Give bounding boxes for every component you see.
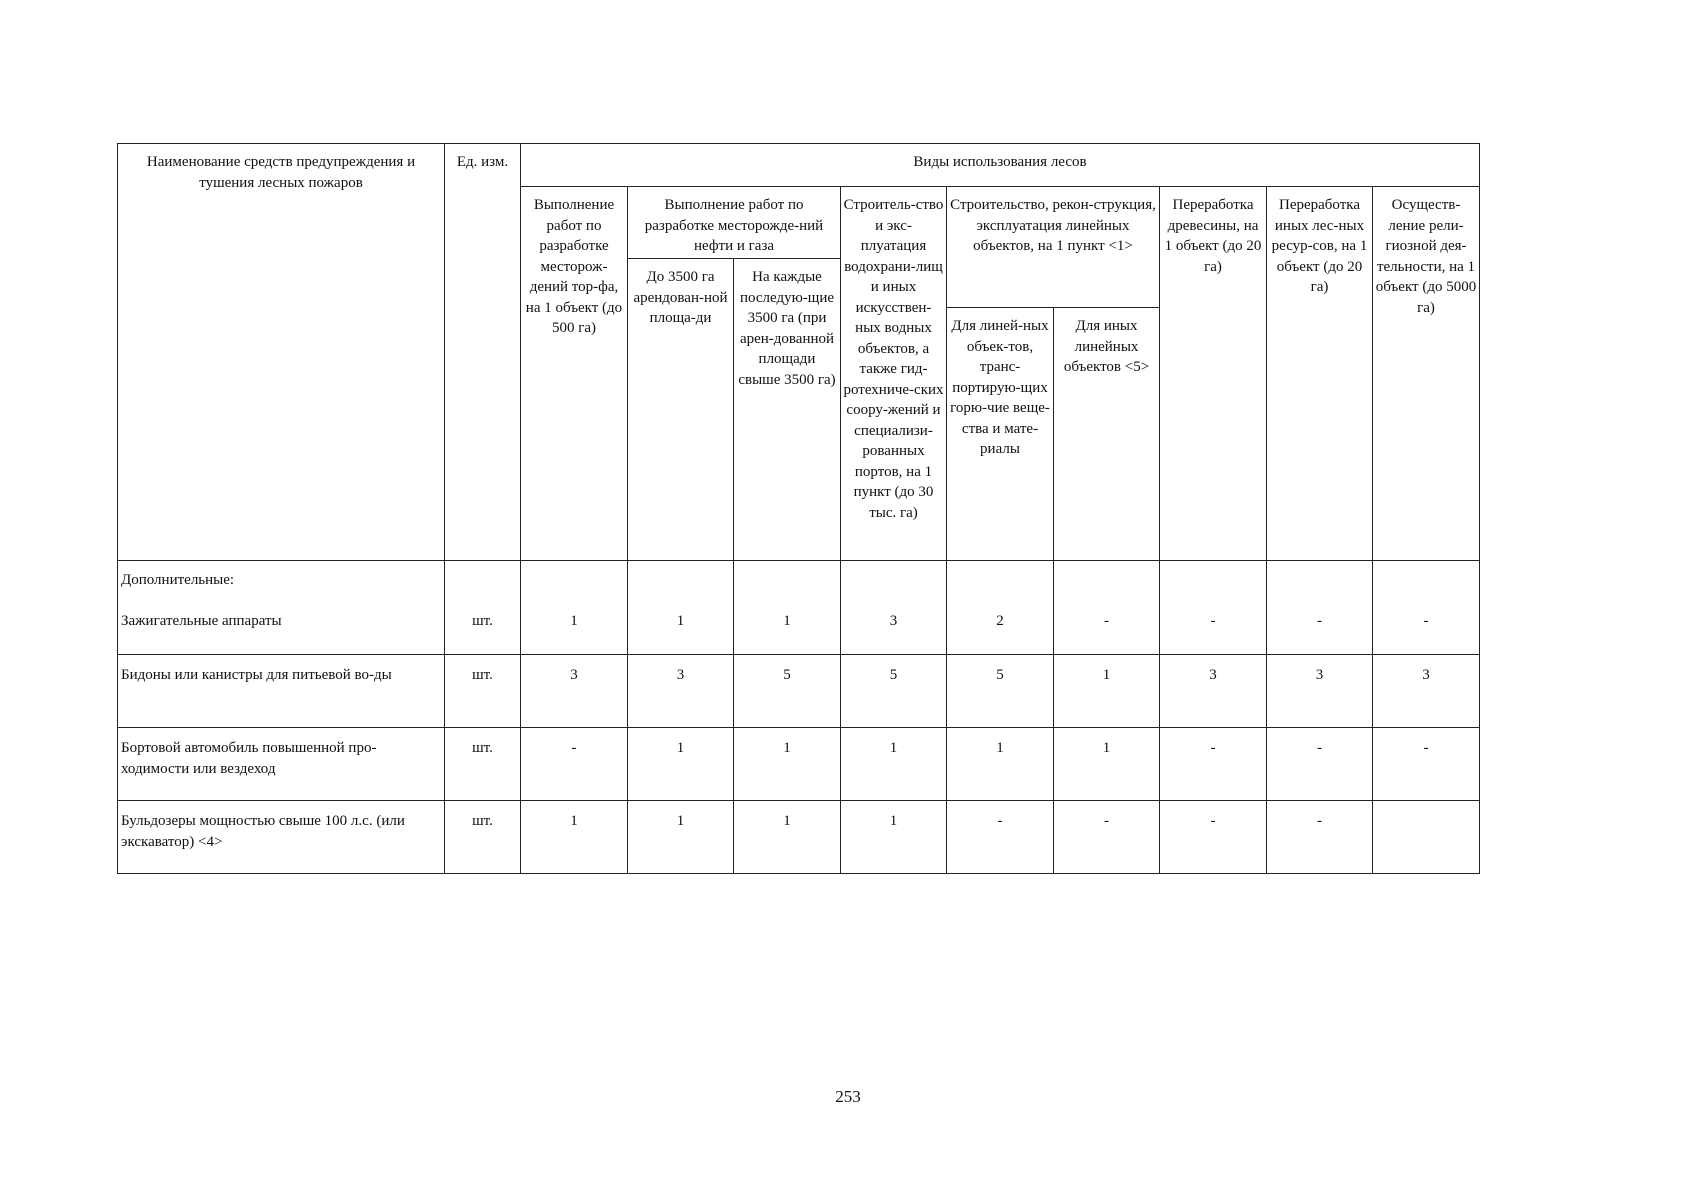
cell-value: 3 <box>1267 655 1373 728</box>
cell-value: 3 <box>1160 655 1267 728</box>
cell-value: - <box>1160 611 1267 655</box>
cell-value: 1 <box>734 611 841 655</box>
cell-value: 1 <box>628 801 734 874</box>
row-name: Бульдозеры мощностью свыше 100 л.с. (или экскаватор) <4> <box>118 801 445 874</box>
cell-value: 5 <box>734 655 841 728</box>
section-label: Дополнительные: <box>118 561 445 612</box>
table-row <box>118 801 1480 874</box>
cell-value: 3 <box>521 655 628 728</box>
cell-value: 1 <box>1054 728 1160 801</box>
cell-value: - <box>1373 728 1480 801</box>
header-linear-sub1: Для линей-ных объек-тов, транс-портирую-щих горю-чие веще-ства и мате-риалы <box>947 308 1054 561</box>
section-row <box>118 561 1480 612</box>
cell-value: - <box>521 728 628 801</box>
cell-value: 5 <box>841 655 947 728</box>
row-unit: шт. <box>445 728 521 801</box>
cell-value <box>1373 801 1480 874</box>
cell-value: 5 <box>947 655 1054 728</box>
cell-value: 1 <box>521 801 628 874</box>
cell-value: - <box>1267 611 1373 655</box>
cell-value: 1 <box>521 611 628 655</box>
fire-equipment-table <box>117 143 1480 874</box>
row-unit: шт. <box>445 655 521 728</box>
cell-value: 1 <box>734 728 841 801</box>
header-peat: Выполнение работ по разработке месторож-дений тор-фа, на 1 объект (до 500 га) <box>521 187 628 561</box>
row-name: Бидоны или канистры для питьевой во-ды <box>118 655 445 728</box>
cell-value: 1 <box>628 611 734 655</box>
cell-value: - <box>1267 728 1373 801</box>
cell-value: - <box>1054 801 1160 874</box>
row-name: Бортовой автомобиль повышенной про-ходимости или вездеход <box>118 728 445 801</box>
row-unit: шт. <box>445 611 521 655</box>
cell-value: 1 <box>734 801 841 874</box>
table-row <box>118 655 1480 728</box>
cell-value: 1 <box>1054 655 1160 728</box>
table-row <box>118 728 1480 801</box>
cell-value: - <box>1160 728 1267 801</box>
cell-value: 3 <box>841 611 947 655</box>
cell-value: - <box>1054 611 1160 655</box>
header-reservoirs: Строитель-ство и экс-плуатация водохрани-лищ и иных искусствен-ных водных объектов, а также гид-ротехниче-ских соору-жений и специализи-рованных портов, на 1 пункт (до 30 тыс. га) <box>841 187 947 561</box>
cell-value: - <box>1267 801 1373 874</box>
header-linear: Строительство, рекон-струкция, эксплуатация линейных объектов, на 1 пункт <1> <box>947 187 1160 308</box>
header-religious: Осуществ-ление рели-гиозной дея-тельности, на 1 объект (до 5000 га) <box>1373 187 1480 561</box>
header-other-resources: Переработка иных лес-ных ресур-сов, на 1 объект (до 20 га) <box>1267 187 1373 561</box>
cell-value: 1 <box>947 728 1054 801</box>
header-oil-gas: Выполнение работ по разработке месторожде-ний нефти и газа <box>628 187 841 259</box>
header-name-column: Наименование средств предупреждения и тушения лесных пожаров <box>118 144 445 561</box>
header-oil-gas-sub1: До 3500 га арендован-ной площа-ди <box>628 259 734 561</box>
cell-value: - <box>1373 611 1480 655</box>
cell-value: 2 <box>947 611 1054 655</box>
row-unit: шт. <box>445 801 521 874</box>
page-number: 253 <box>835 1087 861 1106</box>
header-oil-gas-sub2: На каждые последую-щие 3500 га (при арен-дованной площади свыше 3500 га) <box>734 259 841 561</box>
header-wood: Переработка древесины, на 1 объект (до 20 га) <box>1160 187 1267 561</box>
cell-value: - <box>947 801 1054 874</box>
cell-value: 3 <box>628 655 734 728</box>
header-group-title: Виды использования лесов <box>521 144 1480 187</box>
cell-value: 1 <box>841 728 947 801</box>
header-unit-column: Ед. изм. <box>445 144 521 561</box>
cell-value: 1 <box>628 728 734 801</box>
table-row <box>118 611 1480 655</box>
cell-value: 1 <box>841 801 947 874</box>
row-name: Зажигательные аппараты <box>118 611 445 655</box>
header-linear-sub2: Для иных линейных объектов <5> <box>1054 308 1160 561</box>
cell-value: 3 <box>1373 655 1480 728</box>
cell-value: - <box>1160 801 1267 874</box>
